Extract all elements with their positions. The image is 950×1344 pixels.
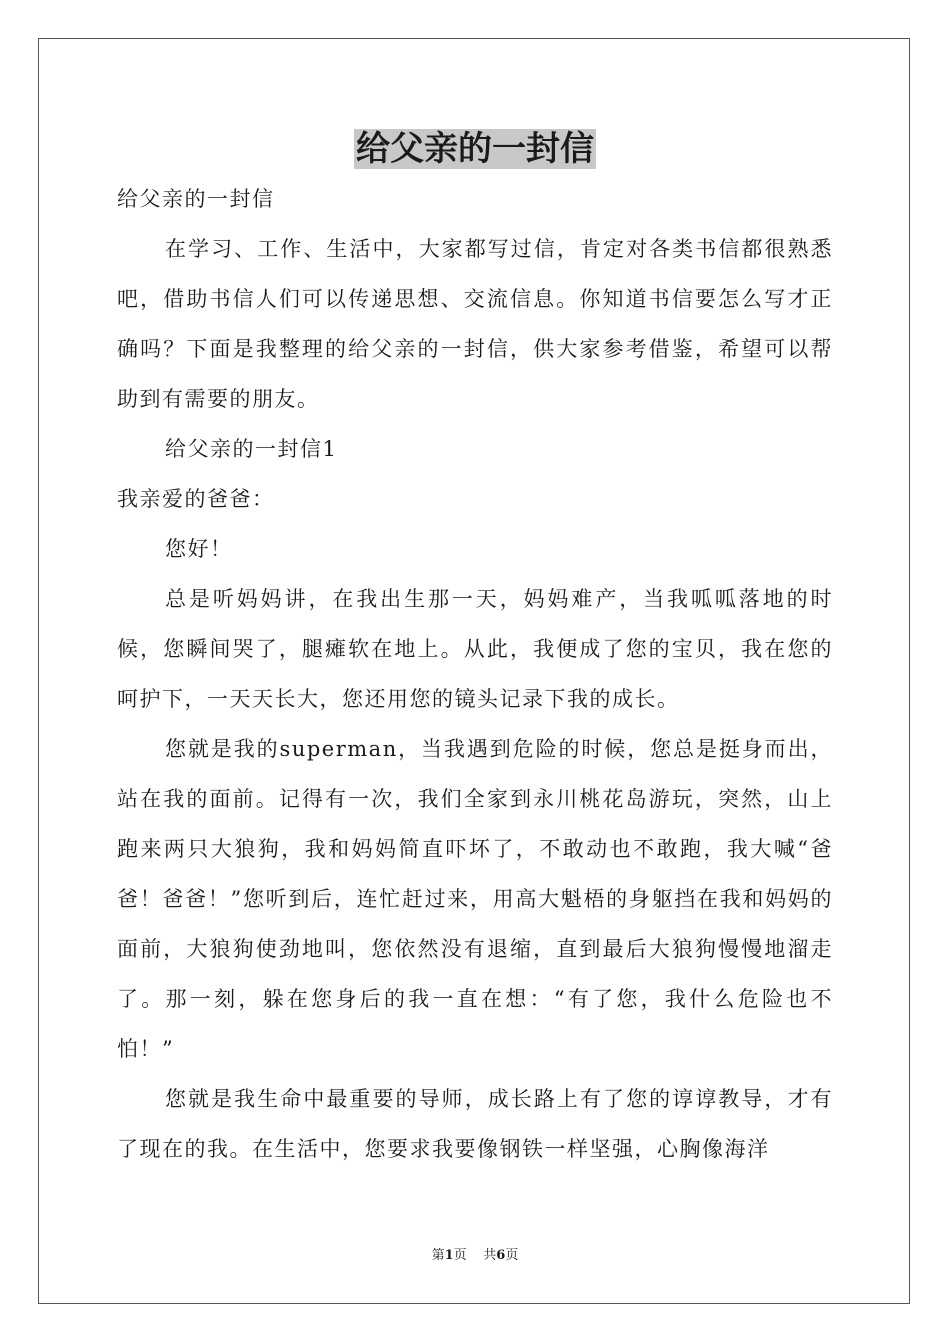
paragraph-birth-story: 总是听妈妈讲，在我出生那一天，妈妈难产，当我呱呱落地的时候，您瞬间哭了，腿瘫软在地上。从此，我便成了您的宝贝，我在您的呵护下，一天天长大，您还用您的镜头记录下我的成长。	[117, 587, 833, 711]
paragraph-salutation: 我亲爱的爸爸：	[117, 487, 275, 511]
document-title-text: 给父亲的一封信	[356, 129, 594, 169]
page-footer	[0, 1248, 950, 1264]
footer-total-pages: 6	[496, 1248, 506, 1263]
paragraph-greeting: 您好！	[165, 537, 233, 561]
paragraph-superman: 您就是我的superman，当我遇到危险的时候，您总是挺身而出，站在我的面前。记得有一次，我们全家到永川桃花岛游玩，突然，山上跑来两只大狼狗，我和妈妈简直吓坏了，不敢动也不敢跑，我大喊“爸爸！爸爸！”您听到后，连忙赶过来，用高大魁梧的身躯挡在我和妈妈的面前，大狼狗使劲地叫，您依然没有退缩，直到最后大狼狗慢慢地溜走了。那一刻，躲在您身后的我一直在想：“有了您，我什么危险也不怕！”	[117, 737, 833, 1061]
paragraph-heading: 给父亲的一封信	[117, 187, 275, 211]
footer-total-suffix: 页	[505, 1248, 519, 1263]
paragraph-letter-title: 给父亲的一封信1	[165, 437, 338, 461]
paragraph-intro: 在学习、工作、生活中，大家都写过信，肯定对各类书信都很熟悉吧，借助书信人们可以传递思想、交流信息。你知道书信要怎么写才正确吗？下面是我整理的给父亲的一封信，供大家参考借鉴，希望可以帮助到有需要的朋友。	[117, 237, 833, 411]
paragraph-mentor: 您就是我生命中最重要的导师，成长路上有了您的谆谆教导，才有了现在的我。在生活中，您要求我要像钢铁一样坚强，心胸像海洋	[117, 1087, 833, 1161]
footer-current-page: 1	[444, 1248, 454, 1263]
footer-page-suffix: 页	[453, 1248, 467, 1263]
document-body	[117, 174, 833, 1174]
footer-total-prefix: 共	[483, 1248, 497, 1263]
document-title	[0, 128, 950, 170]
footer-page-prefix: 第	[431, 1248, 445, 1263]
